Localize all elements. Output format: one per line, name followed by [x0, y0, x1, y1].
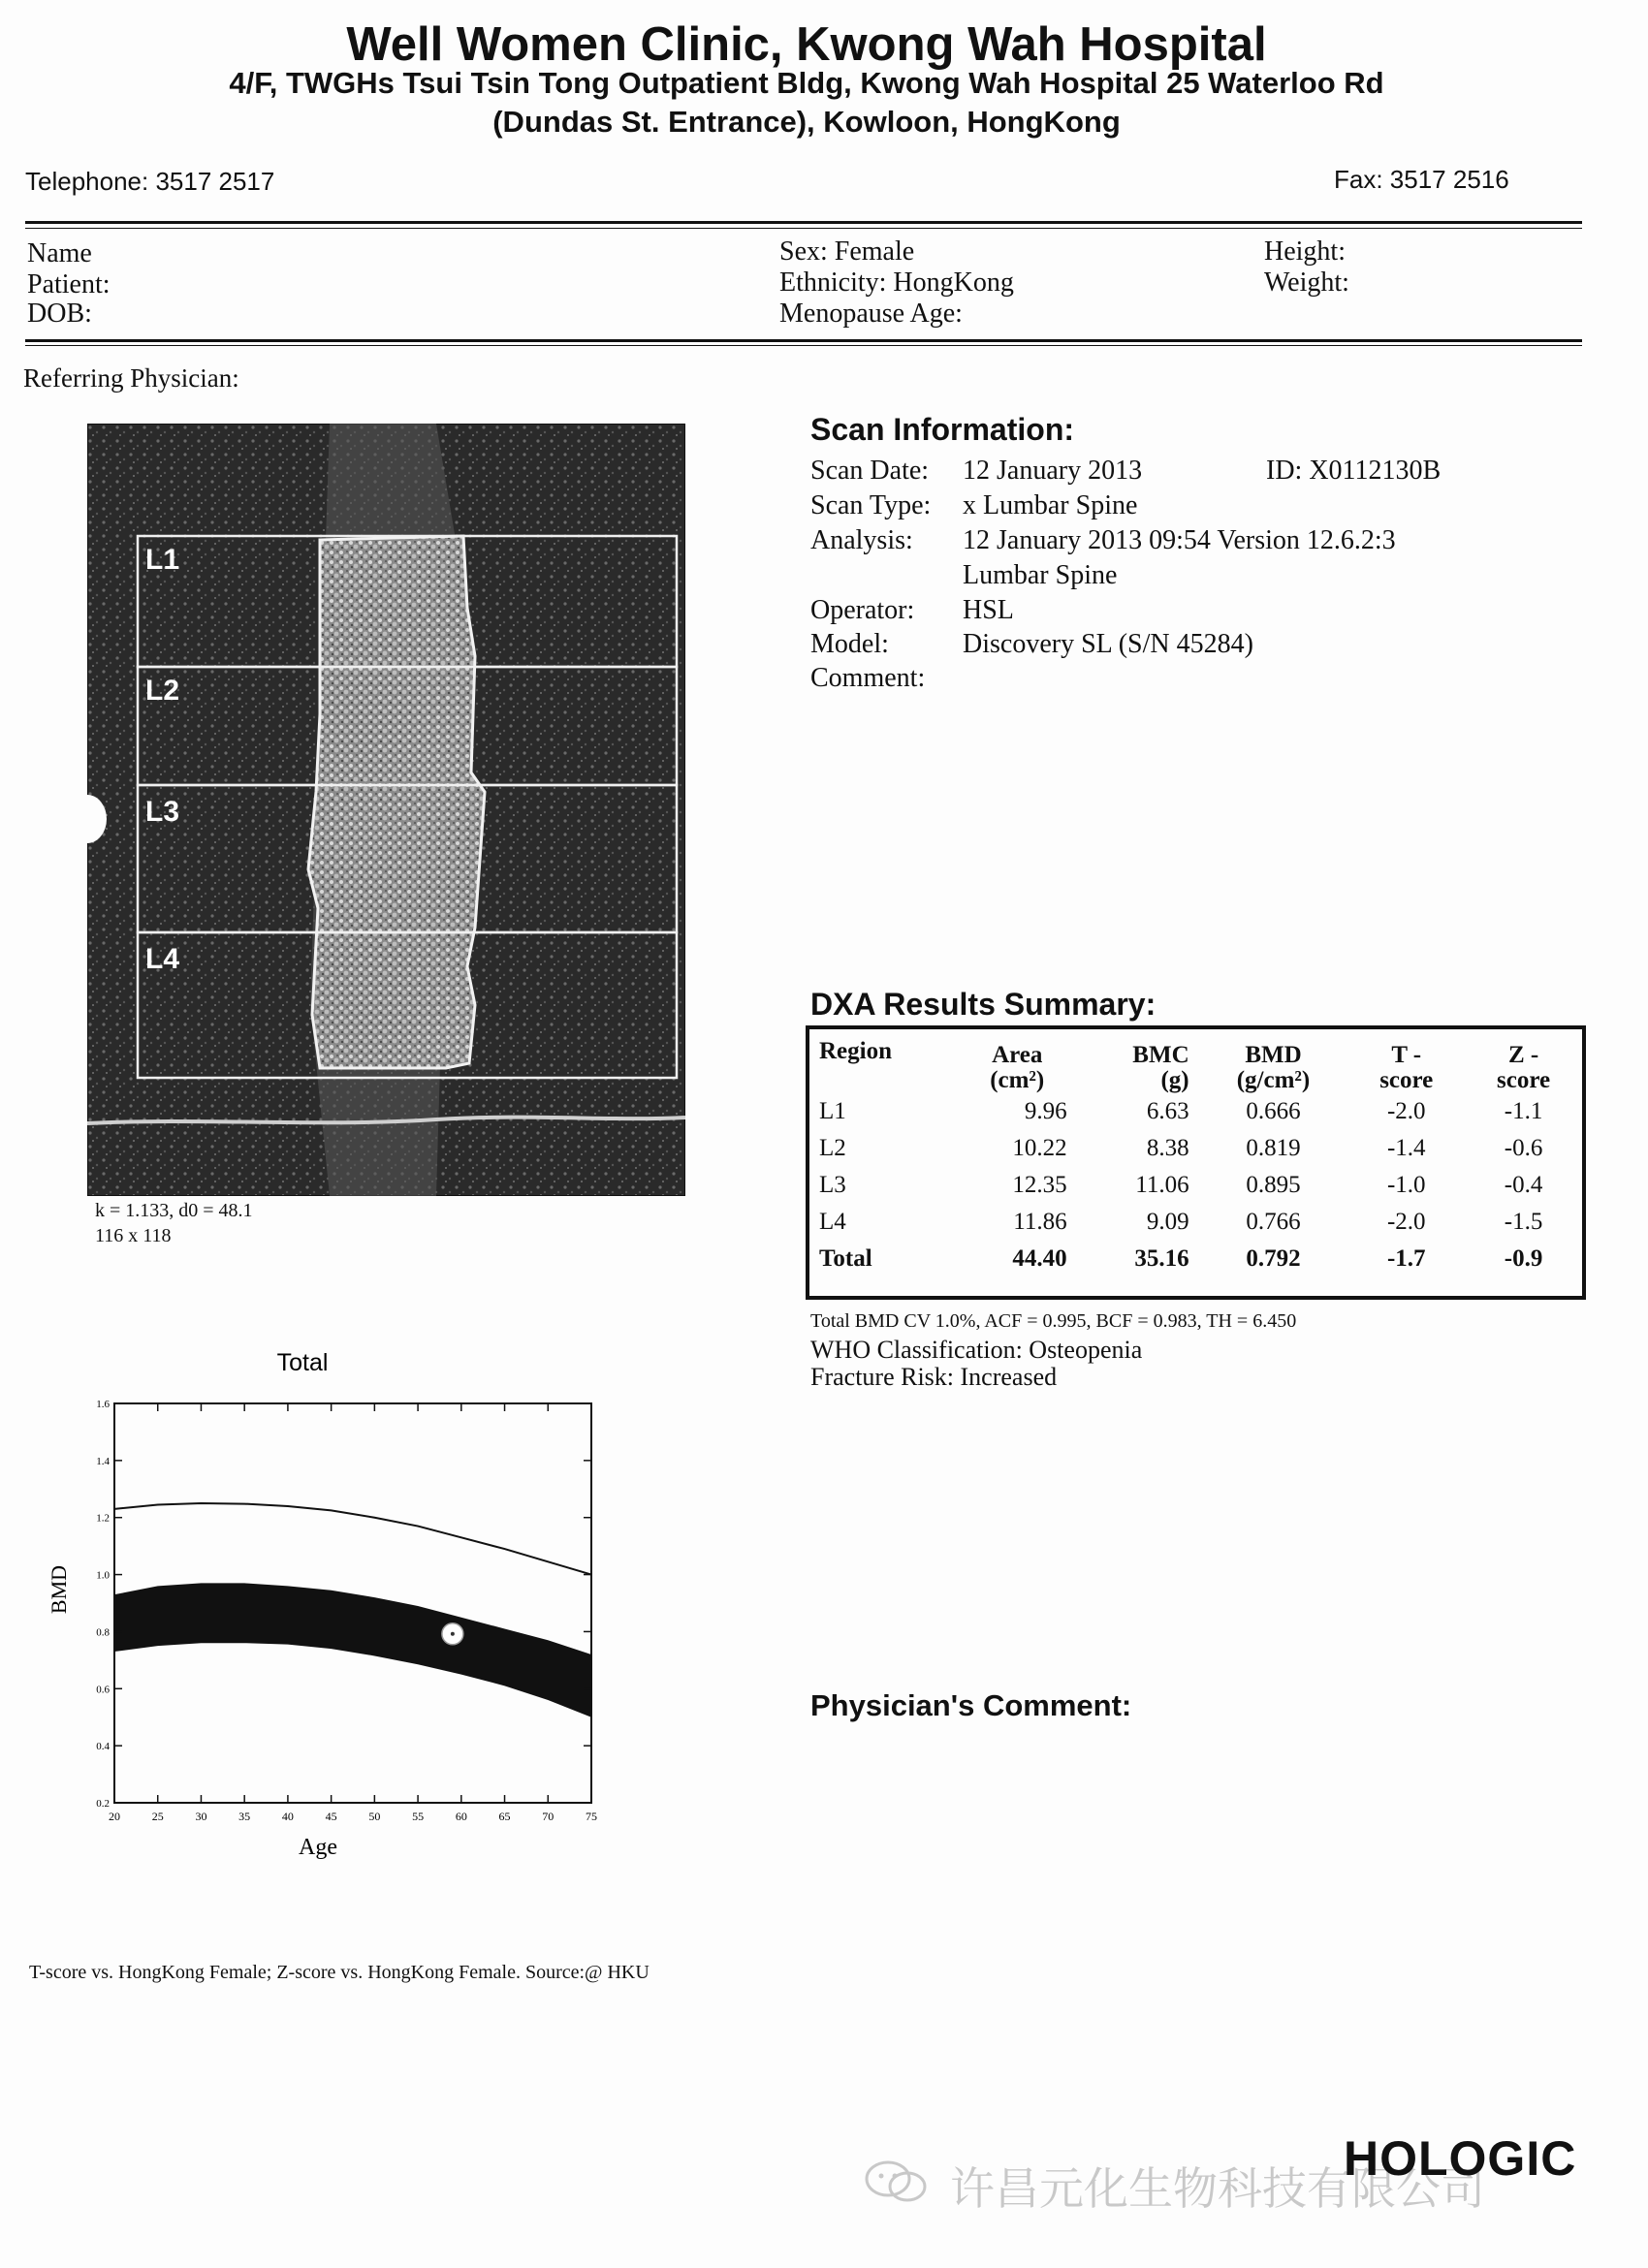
cell-zscore: -0.4 — [1504, 1172, 1543, 1198]
weight-field: Weight: — [1264, 268, 1349, 298]
table-row-total — [809, 1241, 1582, 1277]
operator-label: Operator: — [810, 595, 915, 625]
ethnicity-field: Ethnicity: HongKong — [779, 268, 1014, 298]
cell-area: 10.22 — [1012, 1135, 1067, 1161]
cell-bmc: 11.06 — [1135, 1172, 1189, 1198]
cell-bmc: 35.16 — [1134, 1245, 1189, 1272]
cell-bmd: 0.766 — [1246, 1209, 1301, 1235]
cv-note: Total BMD CV 1.0%, ACF = 0.995, BCF = 0.983, TH = 6.450 — [810, 1310, 1297, 1332]
upper-curve — [114, 1503, 591, 1575]
col-bmc: BMC (g) — [1132, 1042, 1189, 1093]
menopause-field: Menopause Age: — [779, 299, 963, 329]
table-row — [809, 1130, 1582, 1167]
clinic-title: Well Women Clinic, Kwong Wah Hospital — [346, 18, 1267, 71]
x-tick-label: 20 — [109, 1810, 120, 1823]
dob-label: DOB: — [27, 299, 92, 329]
x-tick-label: 75 — [586, 1810, 597, 1823]
x-tick-label: 60 — [455, 1810, 467, 1823]
cell-region: L4 — [819, 1209, 846, 1235]
chart-title: Total — [276, 1349, 329, 1376]
scan-meta-k: k = 1.133, d0 = 48.1 — [95, 1200, 253, 1221]
comment-label: Comment: — [810, 663, 926, 693]
scan-type-label: Scan Type: — [810, 490, 932, 520]
x-tick-label: 35 — [238, 1810, 251, 1823]
telephone: Telephone: 3517 2517 — [25, 167, 275, 196]
col-tscore: T - score — [1379, 1042, 1434, 1093]
cell-tscore: -1.7 — [1386, 1245, 1426, 1272]
divider — [25, 339, 1582, 342]
spine-scan-image — [87, 424, 685, 1196]
clinic-address-line2: (Dundas St. Entrance), Kowloon, HongKong — [492, 105, 1121, 139]
y-tick-label: 0.6 — [96, 1684, 110, 1696]
cell-tscore: -1.0 — [1386, 1172, 1426, 1198]
region-label-l3: L3 — [145, 796, 180, 828]
cell-bmd: 0.666 — [1246, 1098, 1301, 1124]
model-value: Discovery SL (S/N 45284) — [963, 629, 1253, 659]
x-tick-label: 30 — [195, 1810, 207, 1823]
scan-date-value: 12 January 2013 — [963, 456, 1143, 486]
x-tick-label: 40 — [281, 1810, 294, 1823]
cell-zscore: -1.1 — [1504, 1098, 1543, 1124]
y-tick-label: 0.4 — [96, 1741, 110, 1753]
cell-zscore: -0.6 — [1504, 1135, 1543, 1161]
divider — [25, 228, 1582, 229]
region-label-l4: L4 — [145, 943, 180, 975]
scan-info-title: Scan Information: — [810, 412, 1075, 447]
analysis-value: 12 January 2013 09:54 Version 12.6.2:3 — [963, 525, 1396, 555]
clinic-address-line1: 4/F, TWGHs Tsui Tsin Tong Outpatient Bldg, Kwong Wah Hospital 25 Waterloo Rd — [229, 66, 1384, 100]
fracture-risk: Fracture Risk: Increased — [810, 1363, 1058, 1391]
cell-area: 44.40 — [1012, 1245, 1067, 1272]
cell-tscore: -2.0 — [1386, 1209, 1426, 1235]
cell-bmc: 6.63 — [1146, 1098, 1189, 1124]
dxa-title: DXA Results Summary: — [810, 987, 1157, 1022]
cell-bmc: 9.09 — [1146, 1209, 1189, 1235]
y-tick-label: 0.2 — [96, 1798, 110, 1810]
bmd-age-chart — [39, 1338, 620, 1861]
col-bmd: BMD (g/cm²) — [1236, 1042, 1311, 1093]
cell-region: L2 — [819, 1135, 846, 1161]
wechat-icon — [863, 2158, 931, 2206]
divider — [25, 221, 1582, 224]
reference-source: T-score vs. HongKong Female; Z-score vs. HongKong Female. Source:@ HKU — [29, 1962, 650, 1983]
table-row — [809, 1167, 1582, 1204]
region-label-l2: L2 — [145, 675, 180, 707]
referring-physician: Referring Physician: — [23, 363, 239, 393]
hologic-logo: HOLOGIC — [1344, 2131, 1577, 2186]
cell-area: 12.35 — [1012, 1172, 1067, 1198]
patient-point-center — [451, 1632, 455, 1636]
col-area: Area (cm²) — [990, 1042, 1045, 1093]
cell-bmd: 0.792 — [1246, 1245, 1301, 1272]
cell-zscore: -1.5 — [1504, 1209, 1543, 1235]
analysis-value-2: Lumbar Spine — [963, 560, 1118, 590]
y-axis-label: BMD — [47, 1564, 71, 1615]
scan-type-value: x Lumbar Spine — [963, 490, 1138, 520]
scan-date-label: Scan Date: — [810, 456, 930, 486]
cell-bmd: 0.819 — [1246, 1135, 1301, 1161]
divider — [25, 345, 1582, 346]
scan-id: ID: X0112130B — [1266, 456, 1442, 486]
cell-bmd: 0.895 — [1246, 1172, 1301, 1198]
y-tick-label: 1.4 — [96, 1455, 110, 1467]
table-row — [809, 1093, 1582, 1130]
scan-meta-size: 116 x 118 — [95, 1225, 172, 1246]
x-tick-label: 50 — [368, 1810, 381, 1823]
reference-band — [114, 1583, 591, 1717]
cell-tscore: -1.4 — [1386, 1135, 1426, 1161]
cell-region: L1 — [819, 1098, 846, 1124]
operator-value: HSL — [963, 595, 1014, 625]
dxa-results-table — [806, 1025, 1586, 1300]
fax: Fax: 3517 2516 — [1334, 165, 1509, 194]
cell-tscore: -2.0 — [1386, 1098, 1426, 1124]
model-label: Model: — [810, 629, 889, 659]
sex-field: Sex: Female — [779, 236, 915, 267]
who-classification: WHO Classification: Osteopenia — [810, 1336, 1143, 1364]
watermark: 许昌元化生物科技有限公司 — [950, 2162, 1485, 2215]
x-tick-label: 65 — [498, 1810, 511, 1823]
cell-region: L3 — [819, 1172, 846, 1198]
col-region: Region — [819, 1038, 892, 1064]
cell-region: Total — [819, 1245, 872, 1272]
y-tick-label: 1.6 — [96, 1399, 110, 1410]
x-tick-label: 70 — [542, 1810, 555, 1823]
cell-bmc: 8.38 — [1146, 1135, 1189, 1161]
analysis-label: Analysis: — [810, 525, 913, 555]
physician-comment-title: Physician's Comment: — [810, 1688, 1132, 1722]
x-tick-label: 25 — [151, 1810, 164, 1823]
y-tick-label: 1.2 — [96, 1512, 110, 1525]
height-field: Height: — [1264, 236, 1346, 267]
table-row — [809, 1204, 1582, 1241]
y-tick-label: 1.0 — [96, 1569, 110, 1582]
y-tick-label: 0.8 — [96, 1626, 110, 1639]
col-zscore: Z - score — [1497, 1042, 1551, 1093]
x-axis-label: Age — [299, 1835, 337, 1860]
region-label-l1: L1 — [145, 544, 180, 576]
cell-area: 9.96 — [1024, 1098, 1067, 1124]
cell-zscore: -0.9 — [1504, 1245, 1543, 1272]
x-tick-label: 55 — [412, 1810, 425, 1823]
patient-label: Patient: — [27, 269, 111, 299]
cell-area: 11.86 — [1013, 1209, 1067, 1235]
name-label: Name — [27, 238, 92, 268]
x-tick-label: 45 — [325, 1810, 337, 1823]
punch-hole — [68, 795, 107, 843]
